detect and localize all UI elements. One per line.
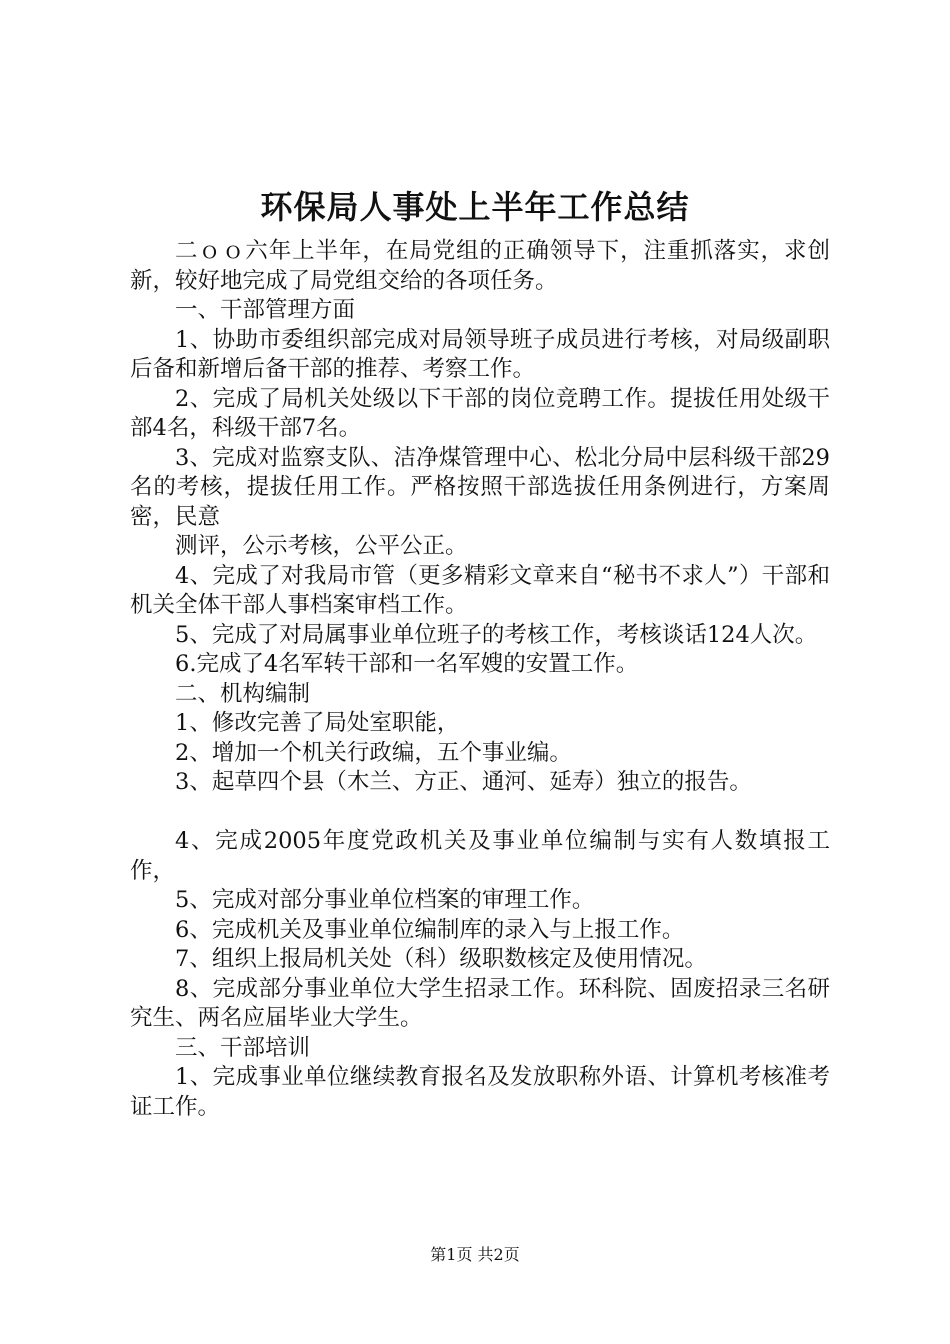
document-body [130, 237, 830, 1122]
list-item: 1、完成事业单位继续教育报名及发放职称外语、计算机考核准考证工作。 [130, 1064, 830, 1120]
list-item: 7、组织上报局机关处（科）级职数核定及使用情况。 [175, 946, 707, 972]
list-item: 2、完成了局机关处级以下干部的岗位竞聘工作。提拔任用处级干部4名，科级干部7名。 [130, 385, 830, 441]
section-heading-cadre-training: 三、干部培训 [175, 1034, 311, 1061]
list-item: 2、增加一个机关行政编，五个事业编。 [175, 739, 572, 766]
list-item: 1、协助市委组织部完成对局领导班子成员进行考核，对局级副职后备和新增后备干部的推荐、考察工作。 [130, 326, 830, 382]
list-item: 5、完成了对局属事业单位班子的考核工作，考核谈话124人次。 [175, 621, 818, 648]
intro-paragraph: 二ｏｏ六年上半年，在局党组的正确领导下，注重抓落实，求创新，较好地完成了局党组交给的各项任务。 [130, 238, 830, 294]
list-item: 3、起草四个县（木兰、方正、通河、延寿）独立的报告。 [175, 769, 752, 795]
list-item: 6、完成机关及事业单位编制库的录入与上报工作。 [175, 916, 685, 943]
document-title: 环保局人事处上半年工作总结 [260, 188, 690, 226]
list-item: 4、完成2005年度党政机关及事业单位编制与实有人数填报工作， [130, 828, 830, 884]
section-heading-cadre-management: 一、干部管理方面 [175, 297, 356, 323]
list-item: 1、修改完善了局处室职能， [175, 710, 460, 736]
list-item: 6.完成了4名军转干部和一名军嫂的安置工作。 [175, 651, 639, 677]
list-item: 8、完成部分事业单位大学生招录工作。环科院、固废招录三名研究生、两名应届毕业大学生。 [130, 975, 830, 1031]
list-item: 5、完成对部分事业单位档案的审理工作。 [175, 887, 595, 913]
section-heading-institutional-staffing: 二、机构编制 [175, 680, 311, 707]
page-number-footer: 第1页 共2页 [430, 1245, 520, 1264]
list-item: 3、完成对监察支队、洁净煤管理中心、松北分局中层科级干部29名的考核，提拔任用工作。严格按照干部选拔任用条例进行，方案周密，民意 [130, 444, 830, 530]
list-item: 4、完成了对我局市管（更多精彩文章来自“秘书不求人”）干部和机关全体干部人事档案审档工作。 [130, 562, 830, 618]
list-item-continuation: 测评，公示考核，公平公正。 [175, 533, 468, 559]
